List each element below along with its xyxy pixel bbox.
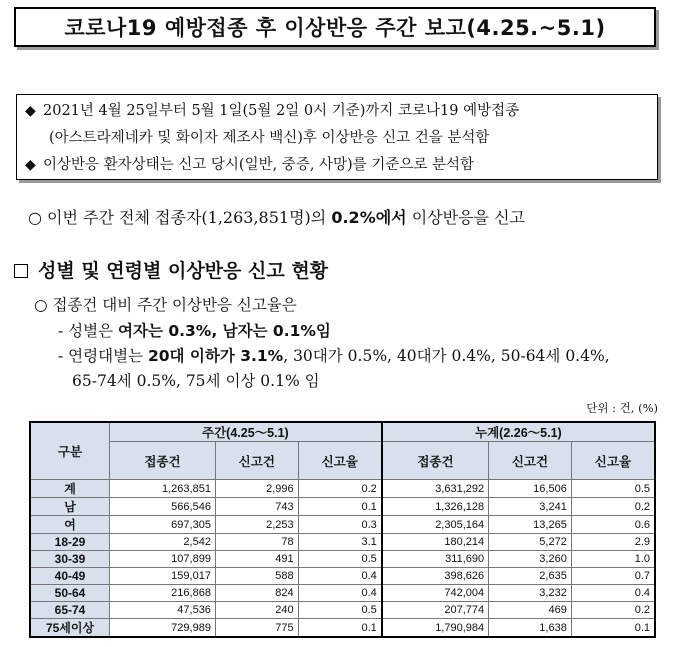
row-label: 50-64 bbox=[30, 585, 110, 602]
table-cell: 0.4 bbox=[298, 585, 382, 602]
summary-text-pre: 이번 주간 전체 접종자(1,263,851명)의 bbox=[41, 208, 332, 227]
report-title: 코로나19 예방접종 후 이상반응 주간 보고(4.25.~5.1) bbox=[14, 7, 656, 47]
gender-rate-bold: 여자는 0.3%, 남자는 0.1%임 bbox=[118, 322, 331, 340]
table-cell: 2,305,164 bbox=[382, 516, 489, 534]
summary-text-post: 이상반응을 신고 bbox=[406, 208, 526, 227]
diamond-bullet-icon: ◆ bbox=[25, 157, 36, 173]
table-cell: 1,326,128 bbox=[382, 498, 489, 516]
weekly-header: 주간(4.25～5.1) bbox=[110, 422, 382, 442]
note-text-1: 2021년 4월 25일부터 5월 1일(5월 2일 0시 기준)까지 코로나19 예방접종 bbox=[43, 103, 520, 119]
table-cell: 5,272 bbox=[489, 534, 572, 551]
table-cell: 1.0 bbox=[571, 551, 655, 568]
row-label: 65-74 bbox=[30, 602, 110, 619]
table-cell: 47,536 bbox=[110, 602, 216, 619]
table-row bbox=[30, 551, 655, 568]
table-cell: 2,635 bbox=[489, 568, 572, 585]
table-cell: 0.1 bbox=[298, 498, 382, 516]
table-cell: 729,989 bbox=[110, 619, 216, 638]
summary-highlight: 0.2%에서 bbox=[331, 208, 407, 227]
table-cell: 240 bbox=[215, 602, 298, 619]
table-cell: 0.6 bbox=[571, 516, 655, 534]
age-rate-line-1 bbox=[58, 344, 610, 366]
age-rate-line-2: 65-74세 0.5%, 75세 이상 0.1% 임 bbox=[72, 372, 320, 390]
diamond-bullet-icon: ◆ bbox=[25, 103, 36, 119]
row-label: 계 bbox=[30, 480, 110, 498]
table-cell: 0.5 bbox=[298, 602, 382, 619]
col-header: 접종건 bbox=[382, 442, 489, 480]
unit-label: 단위 : 건, (%) bbox=[586, 401, 658, 415]
table-cell: 3,631,292 bbox=[382, 480, 489, 498]
table-cell: 107,899 bbox=[110, 551, 216, 568]
table-cell: 0.3 bbox=[298, 516, 382, 534]
col-header: 신고율 bbox=[571, 442, 655, 480]
table-row bbox=[30, 585, 655, 602]
row-label: 30-39 bbox=[30, 551, 110, 568]
table-cell: 159,017 bbox=[110, 568, 216, 585]
table-cell: 0.5 bbox=[571, 480, 655, 498]
age-rate-bold: 20대 이하가 3.1% bbox=[147, 347, 284, 365]
section-heading bbox=[14, 256, 328, 283]
table-cell: 311,690 bbox=[382, 551, 489, 568]
table-cell: 2.9 bbox=[571, 534, 655, 551]
row-label: 18-29 bbox=[30, 534, 110, 551]
table-cell: 824 bbox=[215, 585, 298, 602]
group-header: 구분 bbox=[30, 422, 110, 480]
square-bullet-icon bbox=[14, 264, 28, 278]
table-body bbox=[30, 480, 655, 638]
table-cell: 16,506 bbox=[489, 480, 572, 498]
note-text-3: 이상반응 환자상태는 신고 당시(일반, 중증, 사망)를 기준으로 분석함 bbox=[43, 157, 474, 173]
col-header: 신고율 bbox=[298, 442, 382, 480]
circle-bullet-icon: ○ bbox=[28, 208, 42, 227]
table-cell: 1,790,984 bbox=[382, 619, 489, 638]
table-cell: 697,305 bbox=[110, 516, 216, 534]
note-line-1 bbox=[25, 98, 649, 125]
row-label: 남 bbox=[30, 498, 110, 516]
table-row bbox=[30, 516, 655, 534]
table-cell: 588 bbox=[215, 568, 298, 585]
table-cell: 0.2 bbox=[571, 498, 655, 516]
table-cell: 3,260 bbox=[489, 551, 572, 568]
table-row bbox=[30, 619, 655, 638]
table-row bbox=[30, 480, 655, 498]
rate-intro: ○ 접종건 대비 주간 이상반응 신고율은 bbox=[34, 296, 297, 314]
table-cell: 1,263,851 bbox=[110, 480, 216, 498]
table-cell: 566,546 bbox=[110, 498, 216, 516]
note-line-2: (아스트라제네카 및 화이자 제조사 백신)후 이상반응 신고 건을 분석함 bbox=[49, 130, 490, 146]
table-cell: 469 bbox=[489, 602, 572, 619]
table-cell: 3.1 bbox=[298, 534, 382, 551]
table-cell: 398,626 bbox=[382, 568, 489, 585]
note-line-3 bbox=[25, 152, 649, 179]
table-row bbox=[30, 534, 655, 551]
table-cell: 491 bbox=[215, 551, 298, 568]
table-cell: 0.5 bbox=[298, 551, 382, 568]
table-row bbox=[30, 498, 655, 516]
table-cell: 0.1 bbox=[571, 619, 655, 638]
col-header: 신고건 bbox=[489, 442, 572, 480]
row-label: 40-49 bbox=[30, 568, 110, 585]
section-heading-text: 성별 및 연령별 이상반응 신고 현황 bbox=[38, 260, 329, 282]
col-header: 신고건 bbox=[215, 442, 298, 480]
table-cell: 180,214 bbox=[382, 534, 489, 551]
cumulative-header: 누계(2.26～5.1) bbox=[382, 422, 655, 442]
age-rate-post: , 30대가 0.5%, 40대가 0.4%, 50-64세 0.4%, bbox=[283, 347, 610, 365]
table-cell: 3,241 bbox=[489, 498, 572, 516]
table-cell: 78 bbox=[215, 534, 298, 551]
table-cell: 216,868 bbox=[110, 585, 216, 602]
table-cell: 0.2 bbox=[571, 602, 655, 619]
table-cell: 2,253 bbox=[215, 516, 298, 534]
table-cell: 1,638 bbox=[489, 619, 572, 638]
age-rate-pre: - 연령대별는 bbox=[58, 347, 148, 365]
col-header: 접종건 bbox=[110, 442, 216, 480]
table-cell: 3,232 bbox=[489, 585, 572, 602]
table-cell: 0.4 bbox=[571, 585, 655, 602]
summary-line bbox=[28, 205, 525, 228]
table-cell: 0.7 bbox=[571, 568, 655, 585]
table-cell: 742,004 bbox=[382, 585, 489, 602]
table-cell: 775 bbox=[215, 619, 298, 638]
table-cell: 743 bbox=[215, 498, 298, 516]
table-cell: 0.1 bbox=[298, 619, 382, 638]
gender-rate-line bbox=[58, 319, 331, 341]
adverse-event-table bbox=[29, 421, 656, 638]
table-cell: 13,265 bbox=[489, 516, 572, 534]
table-row bbox=[30, 602, 655, 619]
table-cell: 2,996 bbox=[215, 480, 298, 498]
table-cell: 207,774 bbox=[382, 602, 489, 619]
table-row bbox=[30, 568, 655, 585]
table-cell: 0.4 bbox=[298, 568, 382, 585]
row-label: 75세이상 bbox=[30, 619, 110, 638]
notes-box bbox=[16, 94, 658, 180]
table-cell: 0.2 bbox=[298, 480, 382, 498]
table-cell: 2,542 bbox=[110, 534, 216, 551]
gender-rate-pre: - 성별은 bbox=[58, 322, 119, 340]
row-label: 여 bbox=[30, 516, 110, 534]
